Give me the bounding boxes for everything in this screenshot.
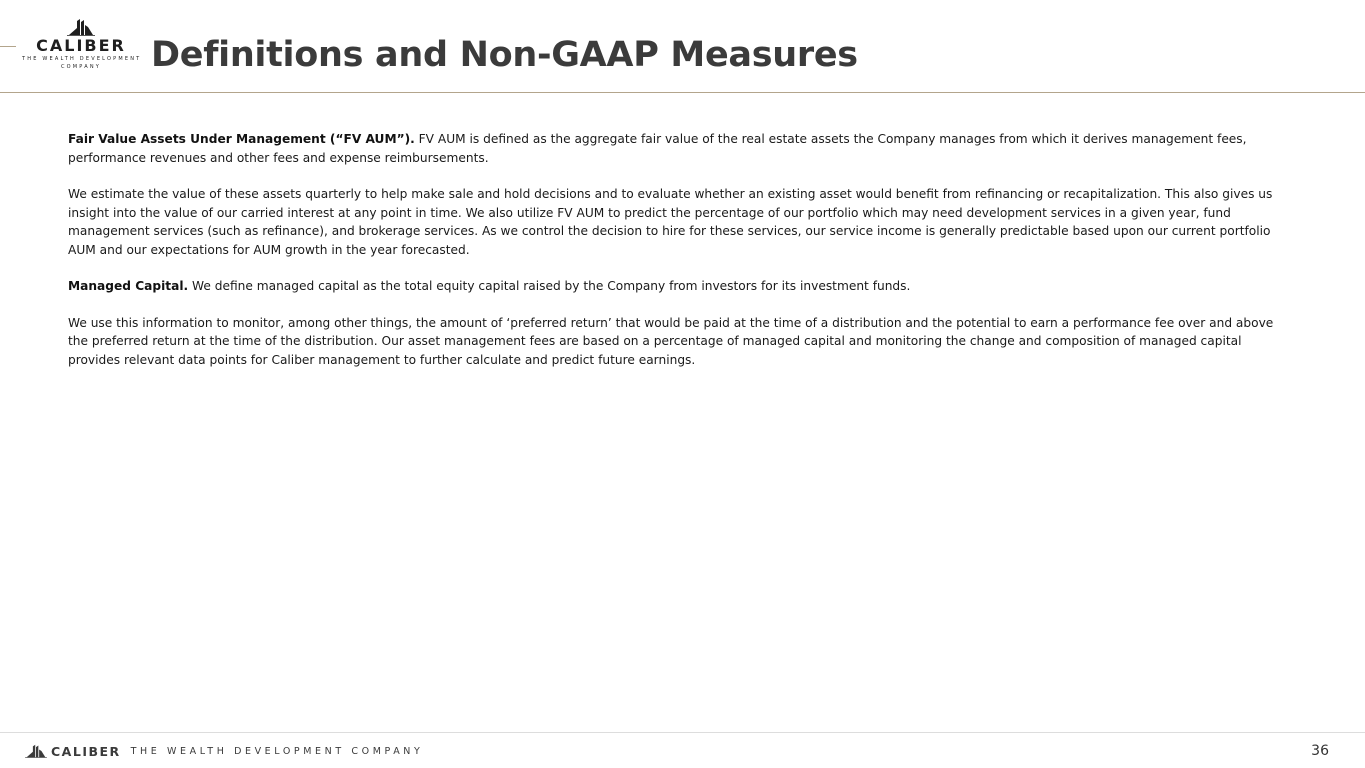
paragraph-text: FV AUM is defined as the aggregate fair value of the real estate assets the Company manages from which it derives management fees, performance revenues and other fees and expense reimbursements. xyxy=(68,132,1247,165)
caliber-buildings-icon xyxy=(67,18,95,36)
footer-wordmark: CALIBER xyxy=(51,743,121,759)
paragraph-managed-capital-definition xyxy=(68,277,1283,296)
paragraph-text: We use this information to monitor, among other things, the amount of ‘preferred return’ that would be paid at the time of a distribution and the potential to earn a performance fee over and above the preferred return at the time of the distribution. Our asset management fees are based on a percentage of managed capital and monitoring the change and composition of managed capital provides relevant data points for Caliber management to further calculate and predict future earnings. xyxy=(68,315,1274,367)
paragraph-text: We estimate the value of these assets quarterly to help make sale and hold decisions and to evaluate whether an existing asset would benefit from refinancing or recapitalization. This also gives us insight into the value of our carried interest at any point in time. We also utilize FV AUM to predict the percentage of our portfolio which may need development services in a given year, fund management services (such as refinance), and brokerage services. As we control the decision to hire for these services, our service income is generally predictable based upon our current portfolio AUM and our expectations for AUM growth in the year forecasted. xyxy=(68,187,1273,257)
footer-branding xyxy=(25,741,423,761)
caliber-logo xyxy=(22,18,140,74)
header-divider xyxy=(0,92,1365,93)
paragraph-text: We define managed capital as the total equity capital raised by the Company from investors for its investment funds. xyxy=(188,279,911,293)
page-title: Definitions and Non-GAAP Measures xyxy=(151,35,858,75)
term-managed-capital: Managed Capital. xyxy=(68,279,189,293)
footer-divider xyxy=(0,732,1365,733)
caliber-buildings-icon xyxy=(25,744,47,758)
term-fv-aum: Fair Value Assets Under Management (“FV AUM”). xyxy=(68,132,415,146)
definitions-content xyxy=(68,130,1283,387)
page-number: 36 xyxy=(1311,743,1329,759)
logo-wordmark: CALIBER xyxy=(36,36,126,55)
paragraph-managed-capital-usage xyxy=(68,314,1283,370)
paragraph-fv-aum-definition xyxy=(68,130,1283,167)
paragraph-fv-aum-usage xyxy=(68,185,1283,259)
footer-tagline: THE WEALTH DEVELOPMENT COMPANY xyxy=(130,745,424,757)
logo-tagline-line2: COMPANY xyxy=(60,64,102,70)
header-accent-tick xyxy=(0,46,16,47)
slide-header xyxy=(0,0,1365,93)
logo-tagline-line1: THE WEALTH DEVELOPMENT xyxy=(22,56,142,62)
